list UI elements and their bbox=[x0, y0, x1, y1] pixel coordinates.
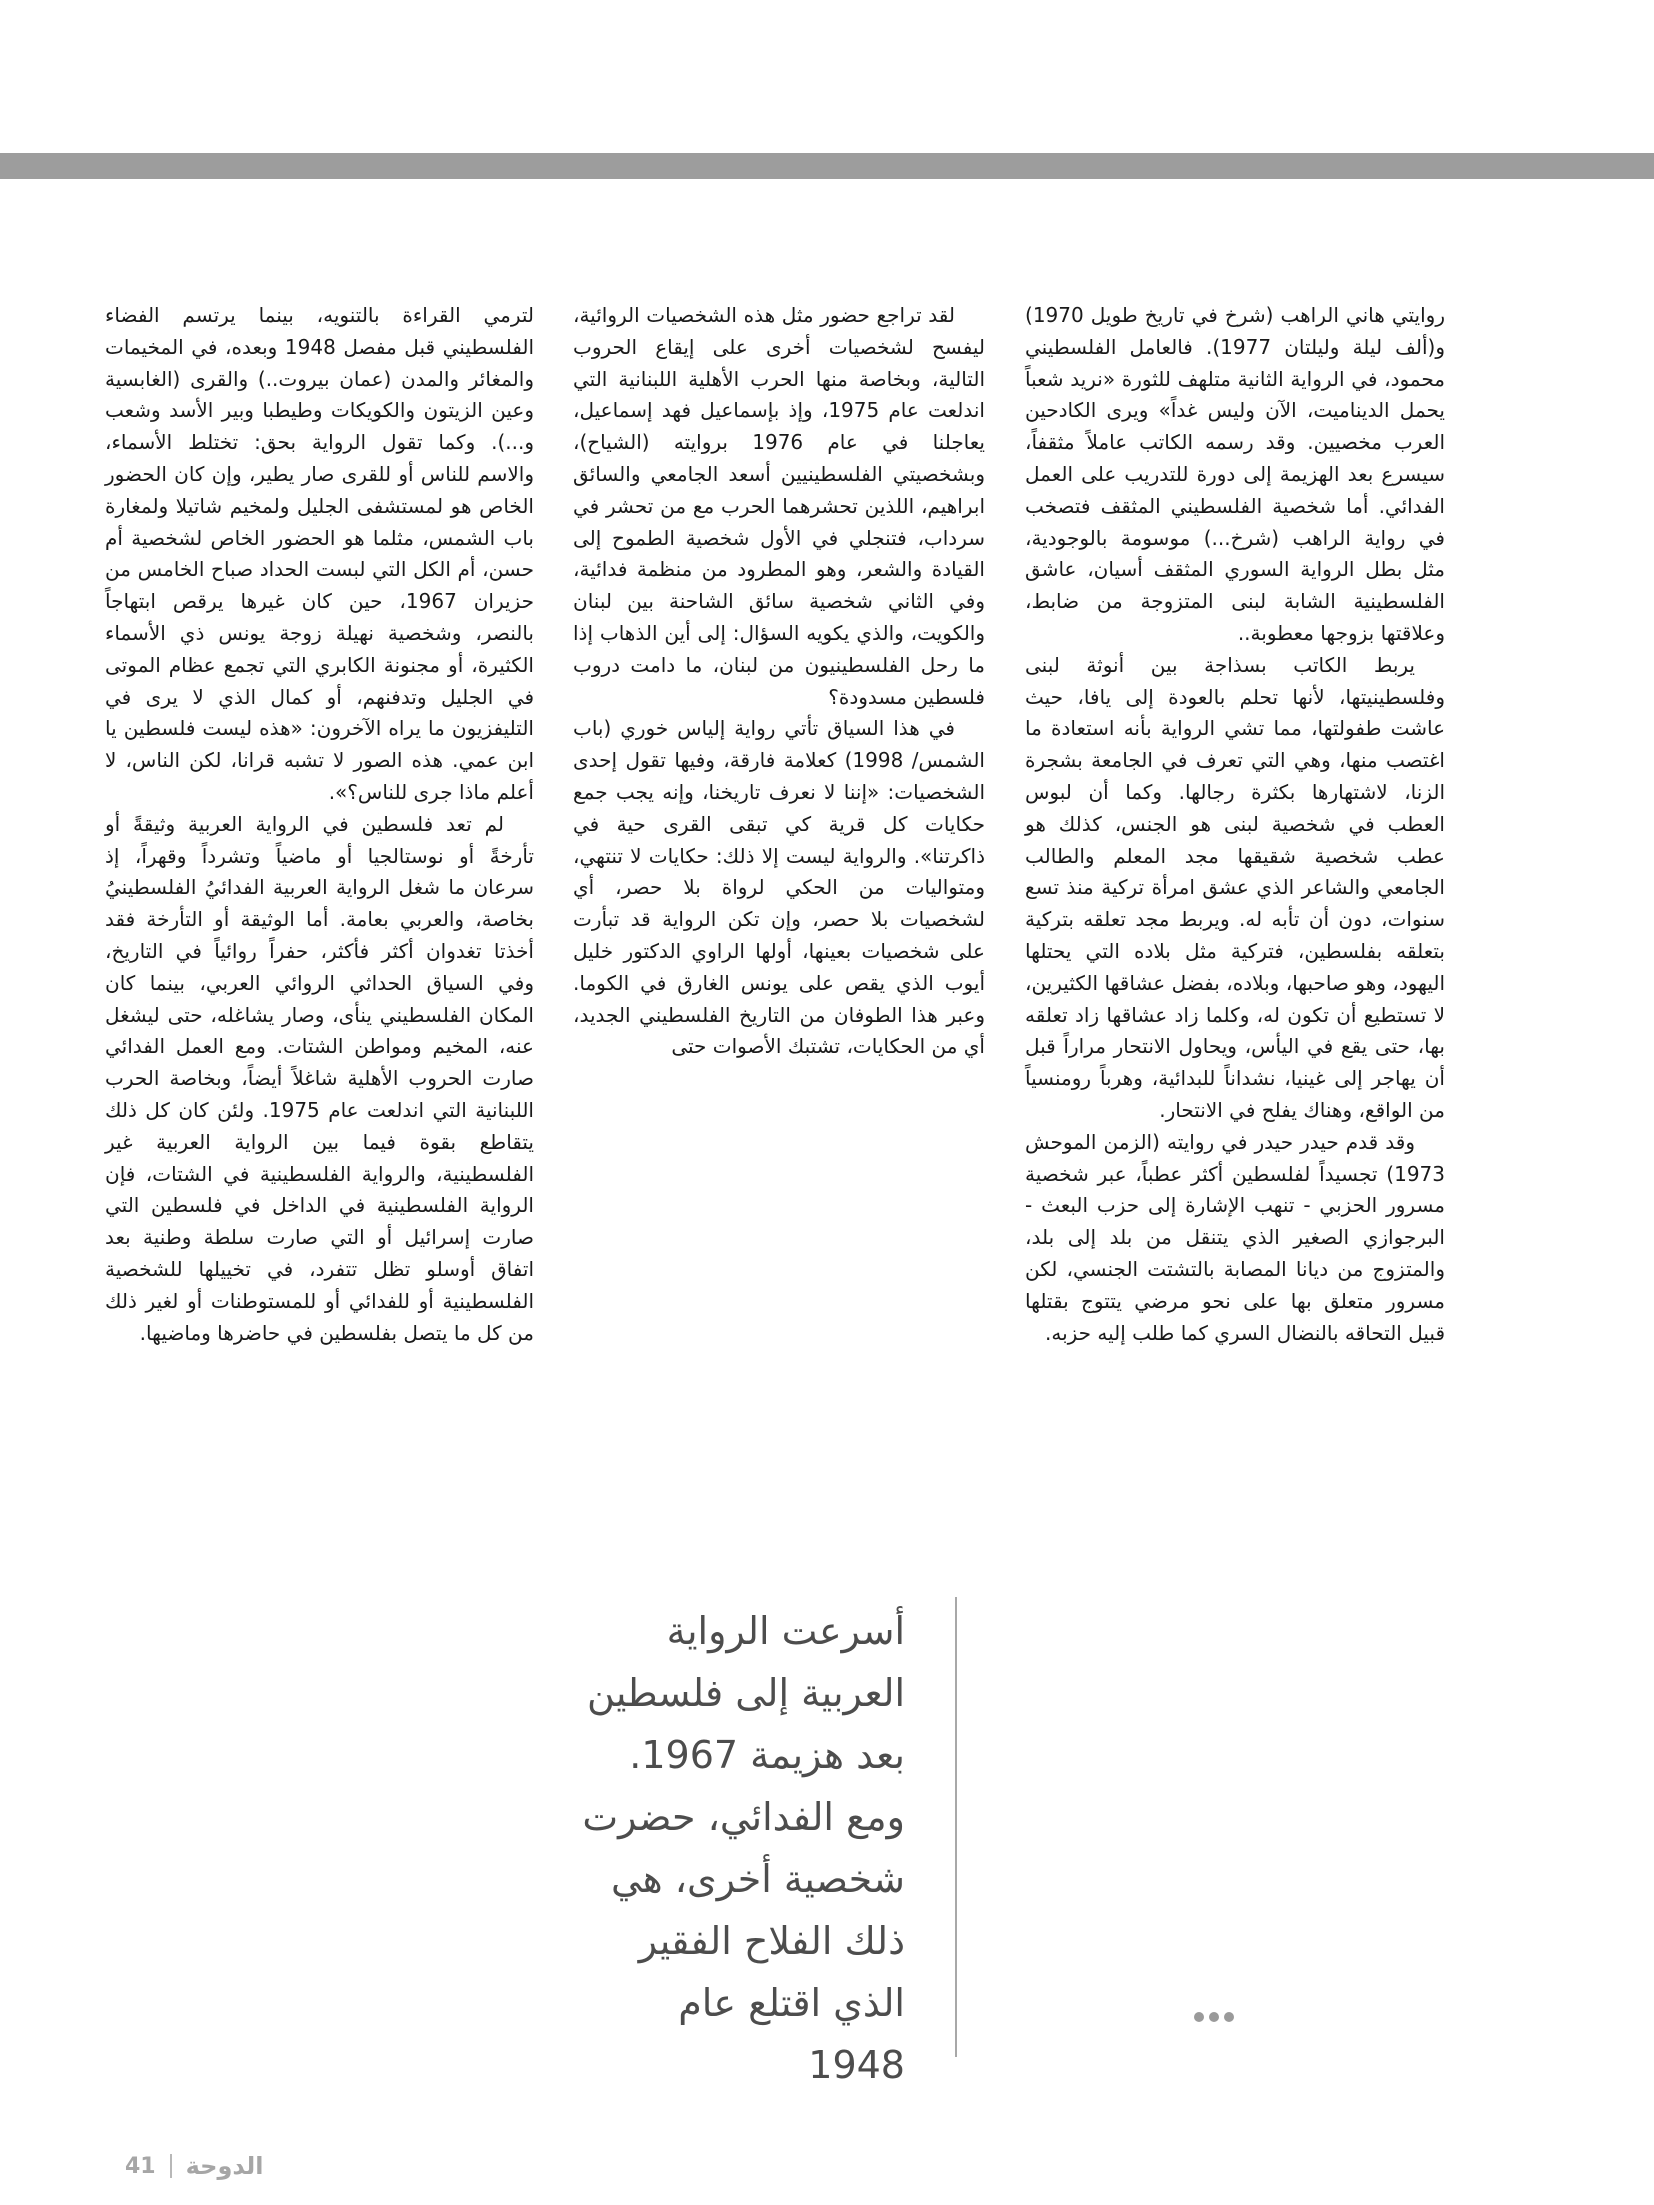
paragraph: لم تعد فلسطين في الرواية العربية وثيقةً أو تأرخةً أو نوستالجيا أو ماضياً وتشرداً وقهراً، إذ سرعان ما شغل الرواية العربية الفدائيُ الفلسطينيُ بخاصة، والعربي بعامة. أما الوثيقة أو التأرخة فقد أخذتا تغدوان أكثر فأكثر، حفراً روائياً في التاريخ، وفي السياق الحداثي الروائي العربي، بينما كان المكان الفلسطيني ينأى، وصار يشاغله، حتى ليشغل عنه، المخيم ومواطن الشتات. ومع العمل الفدائي صارت الحروب الأهلية شاغلاً أيضاً، وبخاصة الحرب اللبنانية التي اندلعت عام 1975. ولئن كان كل ذلك يتقاطع بقوة فيما بين الرواية العربية غير الفلسطينية، والرواية الفلسطينية في الشتات، فإن الرواية الفلسطينية في الداخل في فلسطين التي صارت إسرائيل أو التي صارت سلطة وطنية بعد اتفاق أوسلو تظل تتفرد، في تخييلها للشخصية الفلسطينية أو للفدائي أو للمستوطنات أو لغير ذلك من كل ما يتصل بفلسطين في حاضرها وماضيها. bbox=[105, 811, 534, 1345]
paragraph: في هذا السياق تأتي رواية إلياس خوري (باب الشمس/ 1998) كعلامة فارقة، وفيها تقول إحدى الشخصيات: «إننا لا نعرف تاريخنا، وإنه يجب جمع حكايات كل قرية كي تبقى القرى حية في ذاكرتنا». والرواية ليست إلا ذلك: حكايات لا تنتهي، ومتواليات من الحكي لرواة بلا حصر، أي لشخصيات بلا حصر، وإن تكن الرواية قد تبأرت على شخصيات بعينها، أولها الراوي الدكتور خليل أيوب الذي يقص على يونس الغارق في الكوما. وعبر هذا الطوفان من التاريخ الفلسطيني الجديد، أي من الحكايات، تشتبك الأصوات حتى bbox=[573, 716, 985, 1059]
paragraph: لقد تراجع حضور مثل هذه الشخصيات الروائية، ليفسح لشخصيات أخرى على إيقاع الحروب التالية، وبخاصة منها الحرب الأهلية اللبنانية التي اندلعت عام 1975، وإذ بإسماعيل فهد إسماعيل، يعاجلنا في عام 1976 بروايته (الشياح)، وبشخصيتي الفلسطينيين أسعد الجامعي والسائق ابراهيم، اللذين تحشرهما الحرب مع من تحشر في سرداب، فتنجلي في الأول شخصية الطموح إلى القيادة والشعر، وهو المطرود من منظمة فدائية، وفي الثاني شخصية سائق الشاحنة بين لبنان والكويت، والذي يكويه السؤال: إلى أين الذهاب إذا ما رحل الفلسطينيون من لبنان، ما دامت دروب فلسطين مسدودة؟ bbox=[573, 303, 985, 709]
magazine-logo: الدوحة bbox=[185, 2152, 264, 2180]
page-number: 41 bbox=[125, 2153, 156, 2179]
footer-divider bbox=[170, 2154, 172, 2178]
pull-quote: أسرعت الرواية العربية إلى فلسطين بعد هزيمة 1967. ومع الفدائي، حضرت شخصية أخرى، هي ذلك الفلاح الفقير الذي اقتلع عام 1948 bbox=[582, 1609, 905, 2087]
dot-icon bbox=[1224, 2012, 1234, 2022]
top-gray-bar bbox=[0, 153, 1654, 179]
dot-icon bbox=[1209, 2012, 1219, 2022]
page-footer bbox=[125, 2152, 264, 2180]
article-column-middle bbox=[573, 300, 985, 1063]
dot-icon bbox=[1194, 2012, 1204, 2022]
paragraph: وقد قدم حيدر حيدر في روايته (الزمن الموحش 1973) تجسيداً لفلسطين أكثر عطباً، عبر شخصية مسرور الحزبي - تنهب الإشارة إلى حزب البعث - البرجوازي الصغير الذي يتنقل من بلد إلى بلد، والمتزوج من ديانا المصابة بالتشتت الجنسي، لكن مسرور متعلق بها على نحو مرضي يتتوج بقتلها قبيل التحاقه بالنضال السري كما طلب إليه حزبه. bbox=[1025, 1129, 1445, 1345]
pullquote-rule bbox=[955, 1597, 957, 2057]
paragraph: روايتي هاني الراهب (شرخ في تاريخ طويل 1970) و(ألف ليلة وليلتان 1977). فالعامل الفلسطيني محمود، في الرواية الثانية متلهف للثورة «نريد شعباً يحمل الديناميت، الآن وليس غداً» ويرى الكادحين العرب مخصيين. وقد رسمه الكاتب عاملاً مثقفاً، سيسرع بعد الهزيمة إلى دورة للتدريب على العمل الفدائي. أما شخصية الفلسطيني المثقف فتصخب في رواية الراهب (شرخ...) موسومة بالوجودية، مثل بطل الرواية السوري المثقف أسيان، عاشق الفلسطينية الشابة لبنى المتزوجة من ضابط، وعلاقتها بزوجها معطوبة.. bbox=[1025, 303, 1445, 645]
article-column-left bbox=[105, 300, 534, 1349]
paragraph: يربط الكاتب بسذاجة بين أنوثة لبنى وفلسطينيتها، لأنها تحلم بالعودة إلى يافا، حيث عاشت طفولتها، مما تشي الرواية بأنه استعادة ما اغتصب منها، وهي التي تعرف في الجامعة بشجرة الزنا، لاشتهارها بكثرة رجالها. وكما أن لبوس العطب في شخصية لبنى هو الجنس، كذلك هو عطب شخصية شقيقها مجد المعلم والطالب الجامعي والشاعر الذي عشق امرأة تركية منذ تسع سنوات، دون أن تأبه له. ويربط مجد تعلقه بتركية بتعلقه بفلسطين، فتركية مثل بلاده التي يحتلها اليهود، وهو صاحبها، وبلاده، بفضل عشاقها الكثيرين، لا تستطيع أن تكون له، وكلما زاد عشاقها زاد تعلقه بها، حتى يقع في اليأس، ويحاول الانتحار مراراً قبل أن يهاجر إلى غينيا، نشداناً للبدائية، وهرباً رومنسياً من الواقع، وهناك يفلح في الانتحار. bbox=[1025, 652, 1445, 1122]
paragraph: لترمي القراءة بالتنويه، بينما يرتسم الفضاء الفلسطيني قبل مفصل 1948 وبعده، في المخيمات والمغائر والمدن (عمان بيروت..) والقرى (الغابسية وعين الزيتون والكويكات وطيطبا وبير الأسد وشعب و...). وكما تقول الرواية بحق: تختلط الأسماء، والاسم للناس أو للقرى صار يطير، وإن كان الحضور الخاص هو لمستشفى الجليل ولمخيم شاتيلا ولمغارة باب الشمس، مثلما هو الحضور الخاص لشخصية أم حسن، أم الكل التي لبست الحداد صباح الخامس من حزيران 1967، حين كان غيرها يرقص ابتهاجاً بالنصر، وشخصية نهيلة زوجة يونس ذي الأسماء الكثيرة، أو مجنونة الكابري التي تجمع عظام الموتى في الجليل وتدفنهم، أو كمال الذي لا يرى في التليفزيون ما يراه الآخرون: «هذه ليست فلسطين يا ابن عمي. هذه الصور لا تشبه قرانا، لكن الناس، لا أعلم ماذا جرى للناس؟». bbox=[105, 303, 535, 804]
article-column-right bbox=[1025, 300, 1445, 1349]
article-end-dots bbox=[1194, 2012, 1234, 2022]
